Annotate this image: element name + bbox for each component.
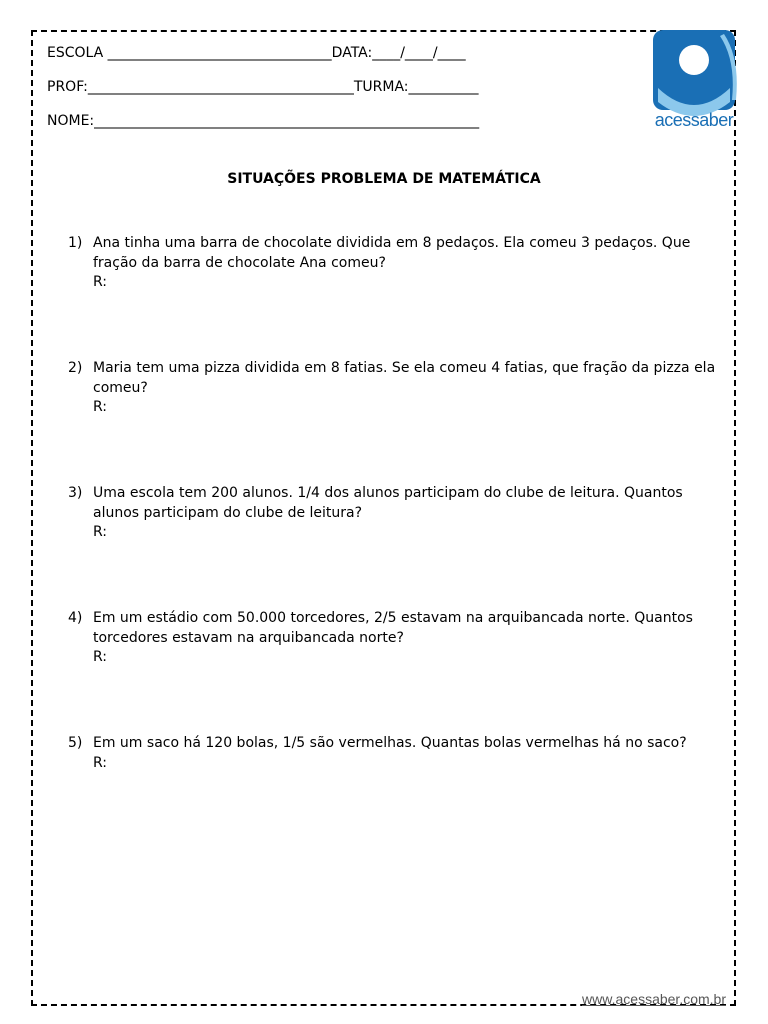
escola-data-line: ESCOLA ________________________________DATA:____/____/____ [47, 45, 466, 61]
answer-label: R: [93, 649, 108, 665]
question-4 [68, 609, 728, 668]
page-title: SITUAÇÕES PROBLEMA DE MATEMÁTICA [227, 171, 541, 187]
question-3 [68, 484, 728, 543]
question-text: Maria tem uma pizza dividida em 8 fatias. Se ela comeu 4 fatias, que fração da pizza ela comeu? [93, 360, 716, 396]
nome-line: NOME:_______________________________________________________ [47, 113, 480, 129]
prof-turma-line: PROF:______________________________________TURMA:__________ [47, 79, 479, 95]
question-number: 5) [68, 735, 83, 751]
question-text: Em um estádio com 50.000 torcedores, 2/5 estavam na arquibancada norte. Quantos torcedores estavam na arquibancada norte? [93, 610, 693, 646]
question-1 [68, 234, 728, 293]
footer-website-link[interactable]: www.acessaber.com.br [582, 991, 726, 1007]
answer-label: R: [93, 274, 108, 290]
question-number: 2) [68, 360, 83, 376]
question-text: Em um saco há 120 bolas, 1/5 são vermelhas. Quantas bolas vermelhas há no saco? [93, 735, 687, 751]
answer-label: R: [93, 754, 108, 771]
question-text: Ana tinha uma barra de chocolate dividida em 8 pedaços. Ela comeu 3 pedaços. Que fração da barra de chocolate Ana comeu? [93, 235, 691, 271]
answer-label: R: [93, 524, 108, 540]
logo-wordmark: acessaber [654, 110, 734, 130]
question-number: 3) [68, 485, 83, 501]
question-number: 1) [68, 235, 83, 251]
answer-label: R: [93, 399, 108, 415]
question-text: Uma escola tem 200 alunos. 1/4 dos alunos participam do clube de leitura. Quantos alunos participam do clube de leitura? [93, 485, 683, 521]
question-5 [68, 734, 728, 773]
question-2 [68, 359, 728, 418]
question-number: 4) [68, 610, 83, 626]
